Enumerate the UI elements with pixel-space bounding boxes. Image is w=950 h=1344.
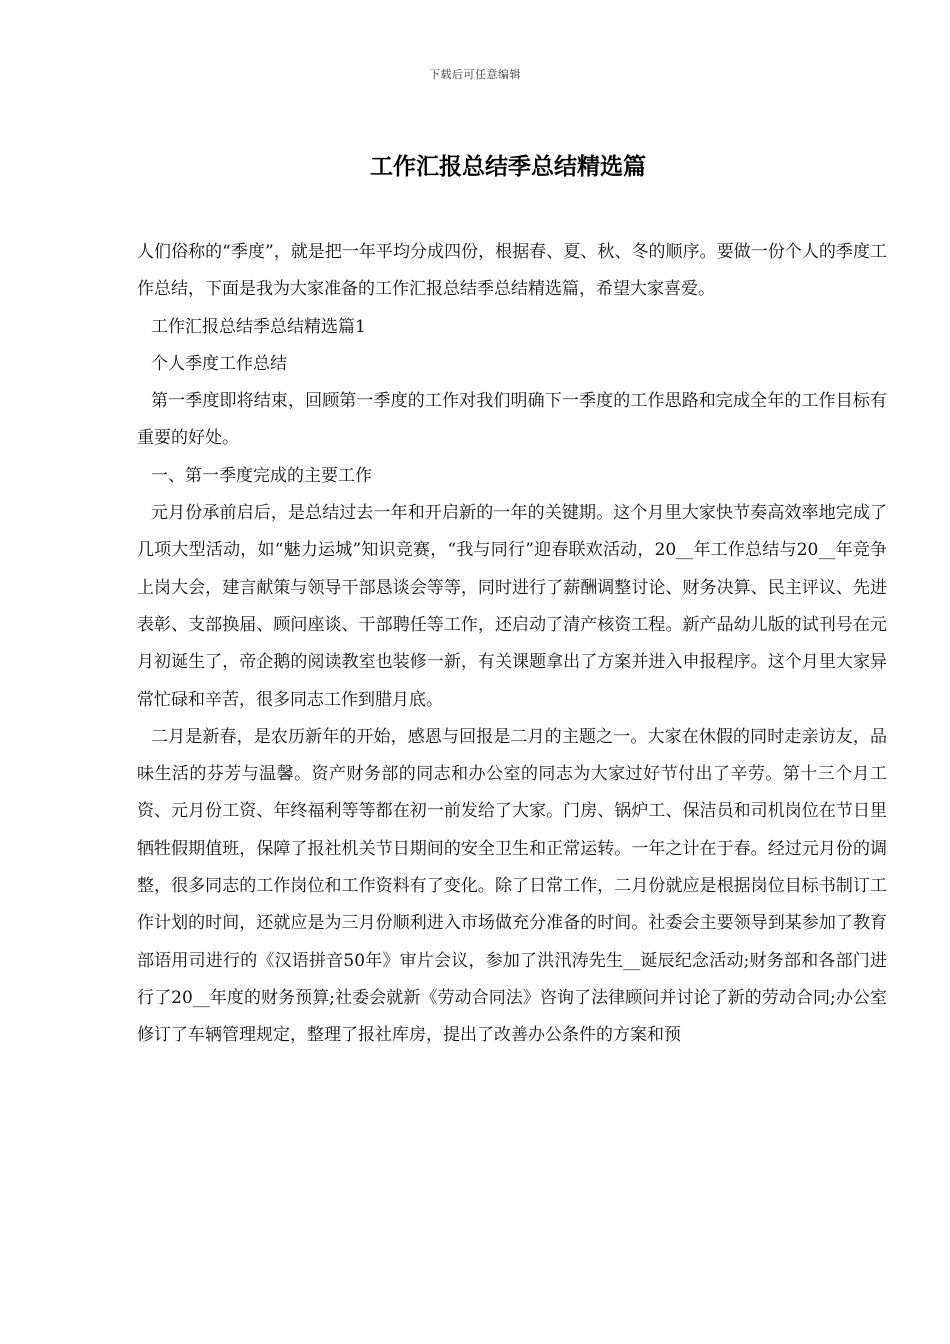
paragraph-february: 二月是新春，是农历新年的开始，感恩与回报是二月的主题之一。大家在休假的同时走亲访友，品味生活的芬芳与温馨。资产财务部的同志和办公室的同志为大家过好节付出了辛劳。第十三个月工资、元月份工资、年终福利等等都在初一前发给了大家。门房、锅炉工、保洁员和司机岗位在节日里牺牲假期值班，保障了报社机关节日期间的安全卫生和正常运转。一年之计在于春。经过元月份的调整，很多同志的工作岗位和工作资料有了变化。除了日常工作，二月份就应是根据岗位目标书制订工作计划的时间，还就应是为三月份顺利进入市场做充分准备的时间。社委会主要领导到某参加了教育部语用司进行的《汉语拼音50年》审片会议，参加了洪汛涛先生__诞辰纪念活动;财务部和各部门进行了20__年度的财务预算;社委会就新《劳动合同法》咨询了法律顾问并讨论了新的劳动合同;办公室修订了车辆管理规定，整理了报社库房，提出了改善办公条件的方案和预 [137,726,887,1046]
paragraph-subtitle: 个人季度工作总结 [151,353,287,374]
paragraph-intro: 人们俗称的“季度”，就是把一年平均分成四份，根据春、夏、秋、冬的顺序。要做一份个人的季度工作总结，下面是我为大家准备的工作汇报总结季总结精选篇，希望大家喜爱。 [137,242,887,300]
paragraph-heading-1: 一、第一季度完成的主要工作 [151,465,372,486]
paragraph-january: 元月份承前启后，是总结过去一年和开启新的一年的关键期。这个月里大家快节奏高效率地完成了几项大型活动，如“魅力运城”知识竞赛，“我与同行”迎春联欢活动，20__年工作总结与20__年竞争上岗大会，建言献策与领导干部恳谈会等等，同时进行了薪酬调整讨论、财务决算、民主评议、先进表彰、支部换届、顾问座谈、干部聘任等工作，还启动了清产核资工程。新产品幼儿版的试刊号在元月初诞生了，帝企鹅的阅读教室也装修一新，有关课题拿出了方案并进入申报程序。这个月里大家异常忙碌和辛苦，很多同志工作到腊月底。 [137,503,887,710]
paragraph-opening: 第一季度即将结束，回顾第一季度的工作对我们明确下一季度的工作思路和完成全年的工作目标有重要的好处。 [137,391,887,449]
header-note: 下载后可任意编辑 [429,68,521,81]
document-title: 工作汇报总结季总结精选篇 [370,154,646,180]
paragraph-section-heading: 工作汇报总结季总结精选篇1 [151,316,366,337]
document-body [137,234,887,1055]
